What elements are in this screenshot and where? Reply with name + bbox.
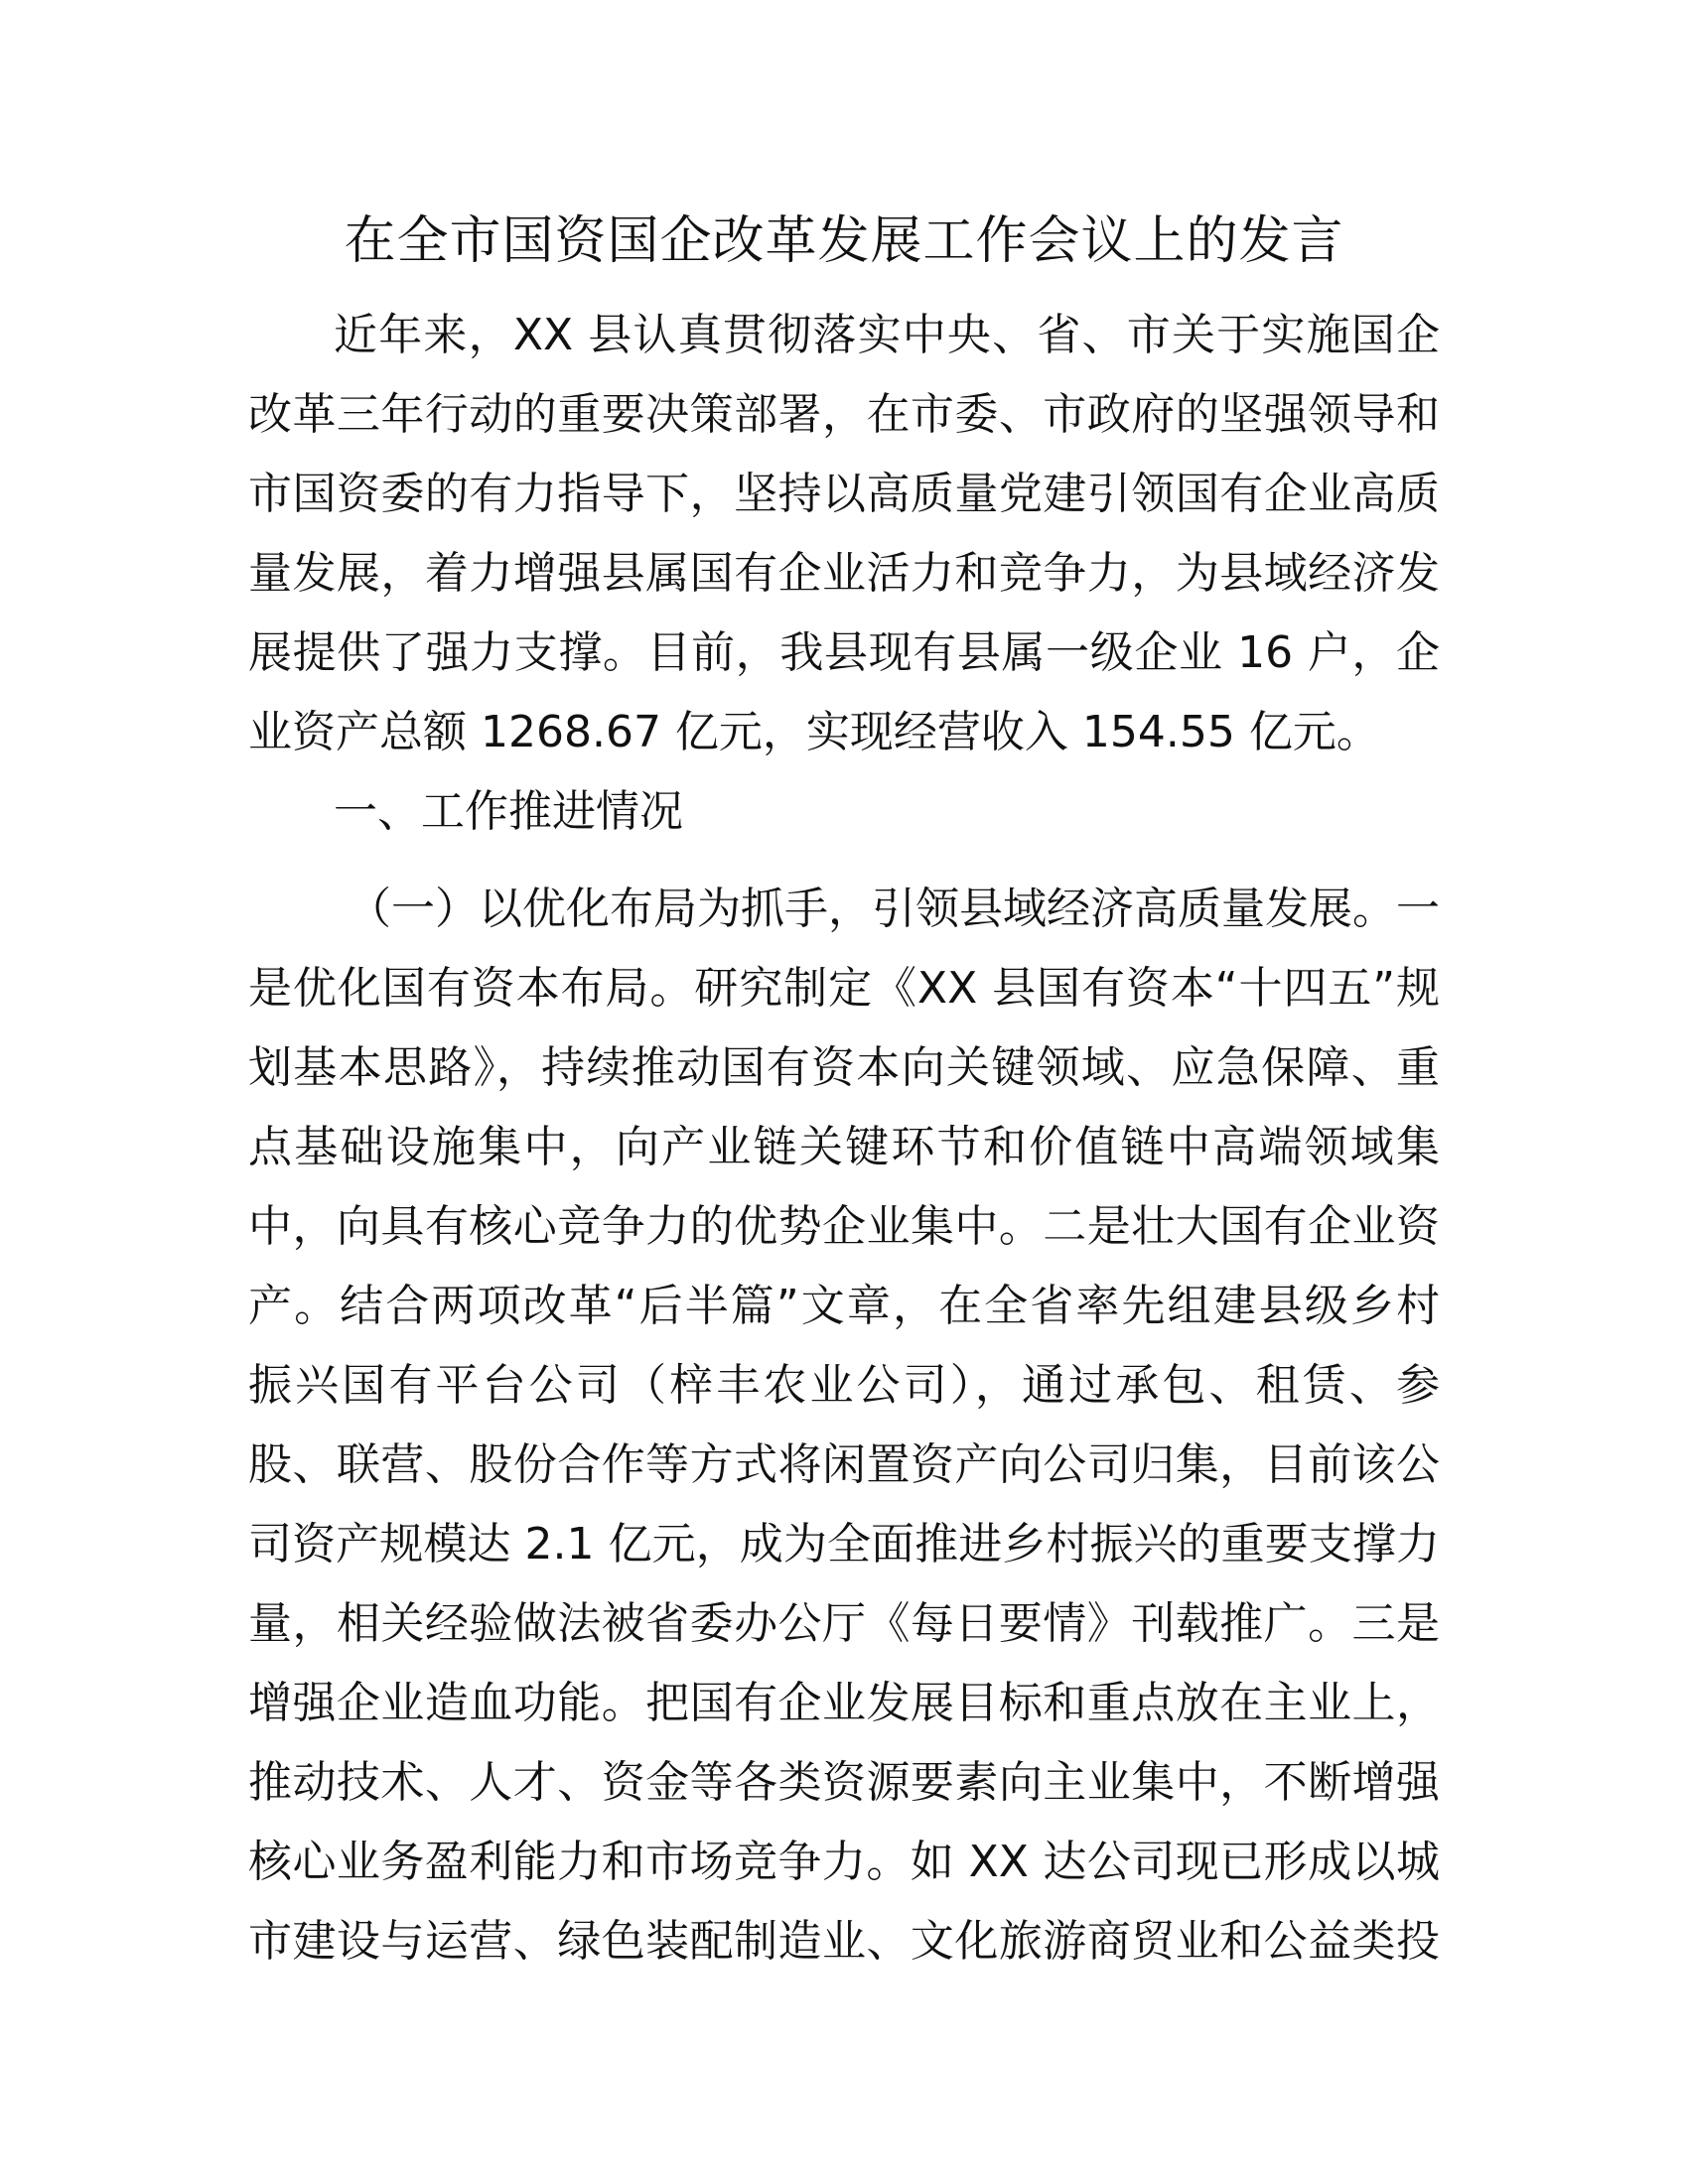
text-line: 产。结合两项改革“后半篇”文章，在全省率先组建县级乡村 [248,1281,1440,1331]
text-line: 改革三年行动的重要决策部署，在市委、市政府的坚强领导和 [248,389,1440,440]
text-line: 核心业务盈利能力和市场竞争力。如 XX 达公司现已形成以城 [248,1837,1440,1887]
section-heading: 一、工作推进情况 [334,786,683,837]
text-line: 划基本思路》，持续推动国有资本向关键领域、应急保障、重 [248,1042,1440,1093]
document-title: 在全市国资国企改革发展工作会议上的发言 [344,211,1344,271]
text-line: 增强企业造血功能。把国有企业发展目标和重点放在主业上， [248,1678,1440,1728]
text-line: 点基础设施集中，向产业链关键环节和价值链中高端领域集 [248,1122,1440,1172]
text-line: 股、联营、股份合作等方式将闲置资产向公司归集，目前该公 [248,1439,1440,1490]
text-line: 市建设与运营、绿色装配制造业、文化旅游商贸业和公益类投 [248,1916,1440,1967]
text-line: 业资产总额 1268.67 亿元，实现经营收入 154.55 亿元。 [248,707,1380,757]
text-line: 展提供了强力支撑。目前，我县现有县属一级企业 16 户，企 [248,627,1440,678]
text-line: 中，向具有核心竞争力的优势企业集中。二是壮大国有企业资 [248,1201,1440,1252]
text-line: 市国资委的有力指导下，坚持以高质量党建引领国有企业高质 [248,469,1440,519]
text-line: 量，相关经验做法被省委办公厅《每日要情》刊载推广。三是 [248,1598,1440,1649]
text-line: 量发展，着力增强县属国有企业活力和竞争力，为县域经济发 [248,548,1440,599]
text-line: 司资产规模达 2.1 亿元，成为全面推进乡村振兴的重要支撑力 [248,1519,1440,1570]
text-line: （一）以优化布局为抓手，引领县域经济高质量发展。一 [348,884,1440,934]
text-line: 振兴国有平台公司（梓丰农业公司），通过承包、租赁、参 [248,1360,1440,1411]
text-line: 是优化国有资本布局。研究制定《XX 县国有资本“十四五”规 [248,963,1440,1014]
text-line: 近年来，XX 县认真贯彻落实中央、省、市关于实施国企 [334,310,1440,360]
text-line: 推动技术、人才、资金等各类资源要素向主业集中，不断增强 [248,1757,1440,1808]
